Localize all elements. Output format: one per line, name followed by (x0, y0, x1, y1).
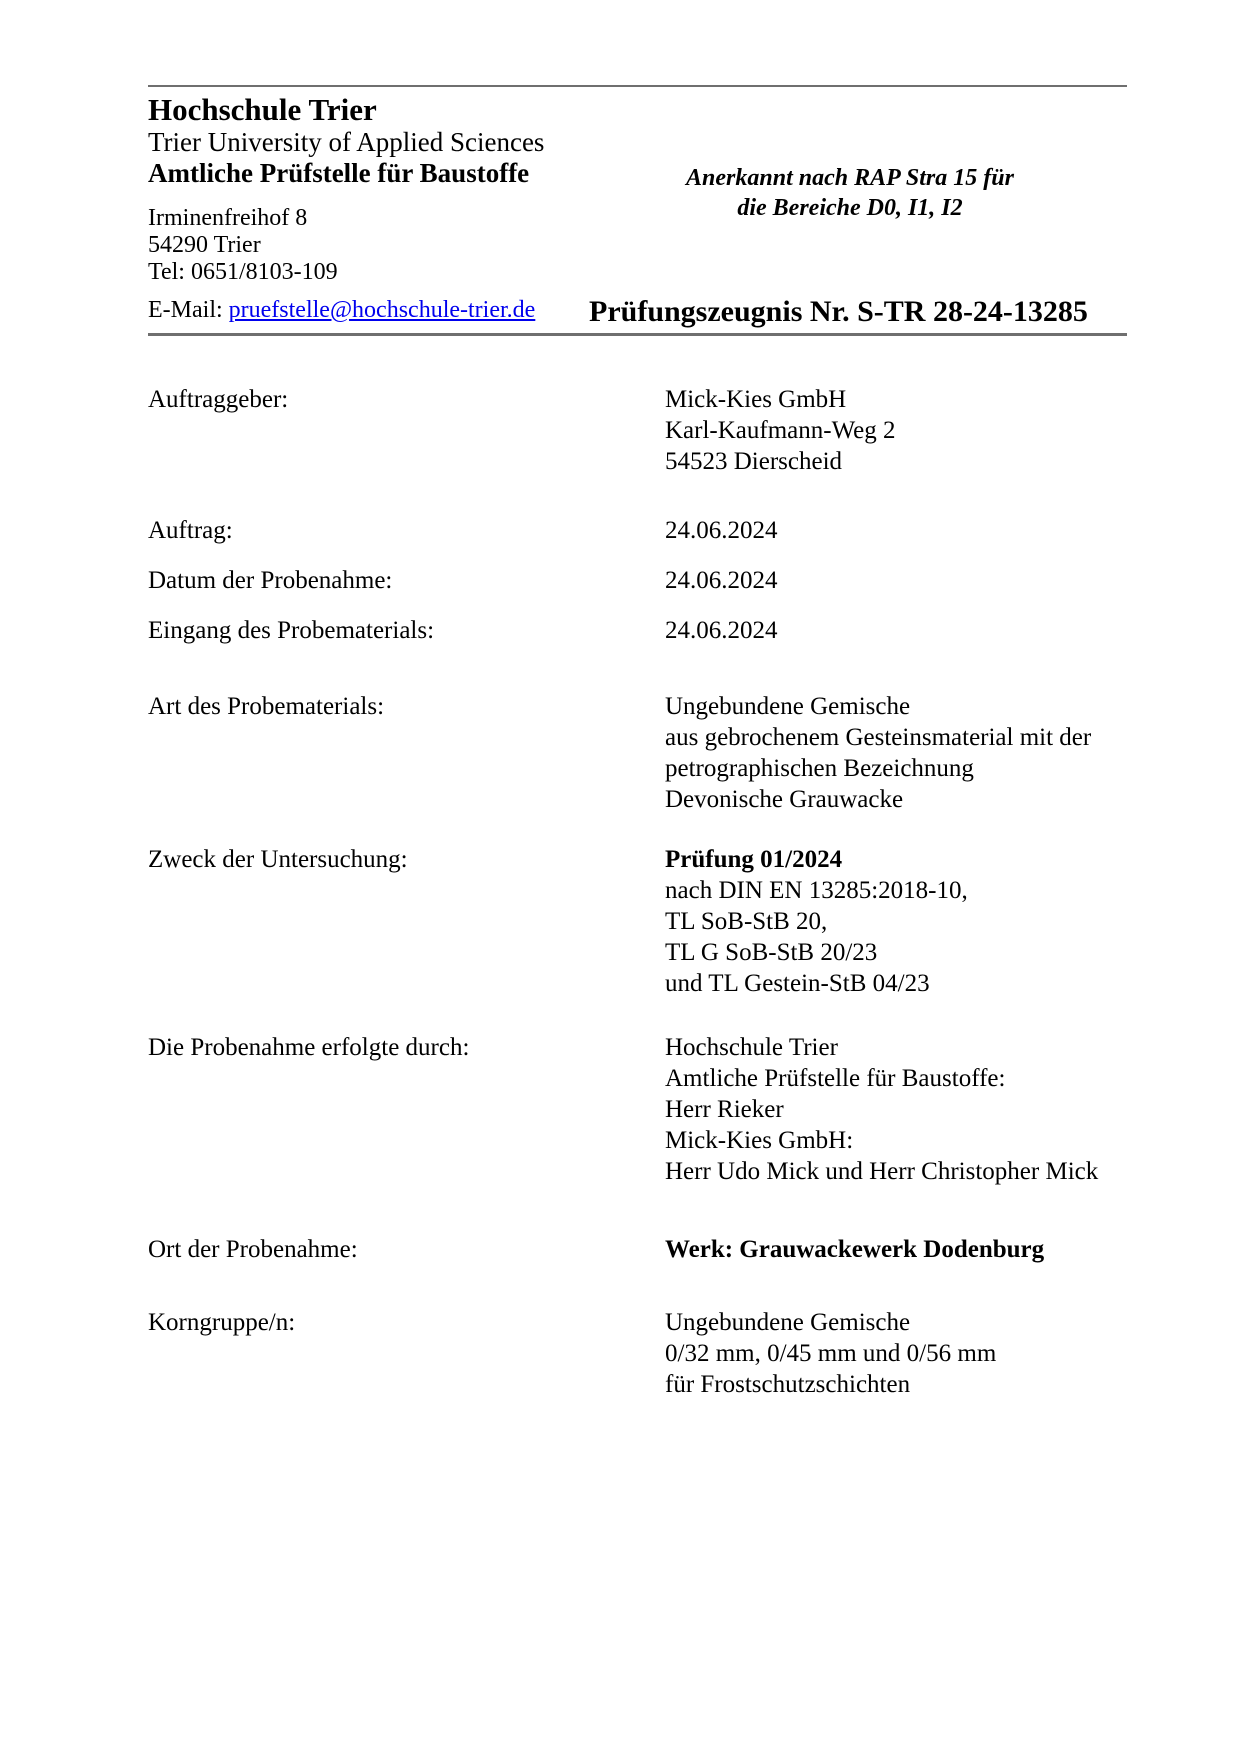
certificate-title: Prüfungszeugnis Nr. S-TR 28-24-13285 (589, 295, 1088, 328)
field-row-probenahme-durch (148, 1032, 1127, 1187)
accreditation-line-2: die Bereiche D0, I1, I2 (737, 195, 963, 221)
field-value-line: Devonische Grauwacke (665, 786, 904, 813)
fields-list (148, 384, 1127, 1400)
field-value-line: Amtliche Prüfstelle für Baustoffe: (665, 1065, 1006, 1092)
phone-line: Tel: 0651/8103-109 (148, 259, 338, 285)
field-label-ort: Ort der Probenahme: (148, 1236, 358, 1263)
field-label-auftrag: Auftrag: (148, 517, 233, 544)
field-value-korngruppe (665, 1307, 1127, 1400)
field-row-auftrag (148, 515, 1127, 546)
field-value-line: aus gebrochenem Gesteinsmaterial mit der (665, 724, 1092, 751)
field-value-line: Prüfung 01/2024 (665, 846, 843, 873)
field-label-korngruppe: Korngruppe/n: (148, 1309, 296, 1336)
field-row-datum (148, 565, 1127, 596)
field-row-ort (148, 1234, 1127, 1265)
field-value-line: 24.06.2024 (665, 567, 778, 594)
field-value-line: für Frostschutzschichten (665, 1371, 911, 1398)
field-value-art (665, 691, 1127, 815)
field-value-line: 0/32 mm, 0/45 mm und 0/56 mm (665, 1340, 997, 1367)
field-label-datum: Datum der Probenahme: (148, 567, 393, 594)
letterhead (148, 92, 1127, 328)
field-value-line: TL SoB-StB 20, (665, 908, 828, 935)
field-value-datum (665, 565, 1127, 596)
field-value-line: Herr Rieker (665, 1096, 784, 1123)
field-value-line: 54523 Dierscheid (665, 448, 843, 475)
field-value-line: Karl-Kaufmann-Weg 2 (665, 417, 896, 444)
field-value-line: Herr Udo Mick und Herr Christopher Mick (665, 1158, 1099, 1185)
field-value-auftraggeber (665, 384, 1127, 477)
field-value-line: petrographischen Bezeichnung (665, 755, 974, 782)
field-label-zweck: Zweck der Untersuchung: (148, 846, 408, 873)
email-link[interactable]: pruefstelle@hochschule-trier.de (228, 297, 536, 323)
field-row-korngruppe (148, 1307, 1127, 1400)
field-value-line: Ungebundene Gemische (665, 693, 911, 720)
address-street: Irminenfreihof 8 (148, 205, 308, 231)
field-row-eingang (148, 615, 1127, 646)
field-value-line: 24.06.2024 (665, 617, 778, 644)
field-value-ort (665, 1234, 1127, 1265)
field-value-line: Ungebundene Gemische (665, 1309, 911, 1336)
field-value-line: Mick-Kies GmbH (665, 386, 847, 413)
field-row-art (148, 691, 1127, 815)
field-value-line: und TL Gestein-StB 04/23 (665, 970, 930, 997)
email-label: E-Mail: (148, 297, 229, 323)
field-value-line: Werk: Grauwackewerk Dodenburg (665, 1236, 1045, 1263)
field-value-line: nach DIN EN 13285:2018-10, (665, 877, 968, 904)
field-label-probenahme-durch: Die Probenahme erfolgte durch: (148, 1034, 470, 1061)
address-city: 54290 Trier (148, 232, 261, 258)
org-name: Hochschule Trier (148, 92, 377, 127)
org-department: Amtliche Prüfstelle für Baustoffe (148, 158, 530, 188)
header-bottom-rule (148, 333, 1127, 336)
email-row (148, 295, 1127, 328)
field-value-auftrag (665, 515, 1127, 546)
field-value-line: Hochschule Trier (665, 1034, 838, 1061)
field-label-art: Art des Probematerials: (148, 693, 385, 720)
field-label-auftraggeber: Auftraggeber: (148, 386, 289, 413)
field-value-line: Mick-Kies GmbH: (665, 1127, 854, 1154)
field-label-eingang: Eingang des Probematerials: (148, 617, 435, 644)
header-top-rule (148, 85, 1127, 87)
field-row-auftraggeber (148, 384, 1127, 477)
field-value-line: 24.06.2024 (665, 517, 778, 544)
accreditation-note (640, 163, 1060, 223)
accreditation-line-1: Anerkannt nach RAP Stra 15 für (686, 165, 1014, 191)
field-value-eingang (665, 615, 1127, 646)
field-value-probenahme-durch (665, 1032, 1127, 1187)
field-value-zweck (665, 844, 1127, 999)
org-subtitle: Trier University of Applied Sciences (148, 127, 545, 157)
field-value-line: TL G SoB-StB 20/23 (665, 939, 878, 966)
field-row-zweck (148, 844, 1127, 999)
